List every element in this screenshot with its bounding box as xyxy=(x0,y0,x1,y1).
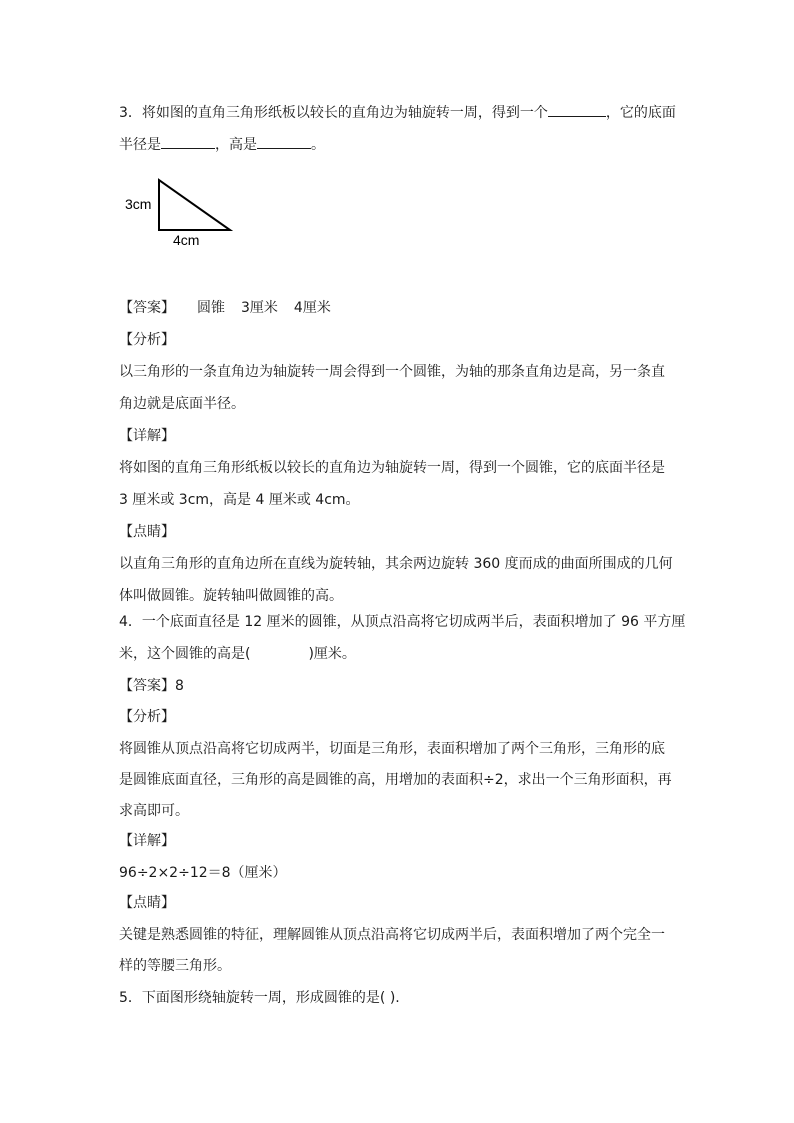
blank-height xyxy=(257,134,311,149)
q5-line-1: 5．下面图形绕轴旋转一周，形成圆锥的是( ). xyxy=(119,990,400,1006)
right-triangle-figure xyxy=(118,172,248,252)
label-4cm: 4cm xyxy=(173,232,200,248)
q3-analysis-line-1: 以三角形的一条直角边为轴旋转一周会得到一个圆锥，为轴的那条直角边是高，另一条直 xyxy=(119,364,665,380)
triangle-shape xyxy=(159,180,230,230)
q4-detail-label: 【详解】 xyxy=(119,833,175,849)
q3-analysis-label: 【分析】 xyxy=(119,332,175,348)
answer-label: 【答案】 xyxy=(119,300,175,316)
q4-tip-line-2: 样的等腰三角形。 xyxy=(119,958,231,974)
q4-analysis-line-1: 将圆锥从顶点沿高将它切成两半，切面是三角形，表面积增加了两个三角形，三角形的底 xyxy=(119,741,665,757)
q4-detail: 96÷2×2÷12＝8（厘米） xyxy=(119,865,287,881)
q3-detail-line-2: 3 厘米或 3cm，高是 4 厘米或 4cm。 xyxy=(119,492,360,508)
q4-line-2: 米，这个圆锥的高是( )厘米。 xyxy=(119,646,356,662)
q4-tip-label: 【点睛】 xyxy=(119,895,175,911)
blank-shape xyxy=(548,102,606,117)
q4-analysis-label: 【分析】 xyxy=(119,709,175,725)
q3-line-2: 半径是 ，高是 。 xyxy=(119,134,325,155)
q3-detail-line-1: 将如图的直角三角形纸板以较长的直角边为轴旋转一周，得到一个圆锥，它的底面半径是 xyxy=(119,460,665,476)
q3-line-1: 3．将如图的直角三角形纸板以较长的直角边为轴旋转一周，得到一个 ，它的底面 xyxy=(119,102,676,123)
q3-answer: 【答案】 圆锥 3厘米 4厘米 xyxy=(119,300,331,316)
q3-tip-label: 【点睛】 xyxy=(119,524,175,540)
q4-analysis-line-2: 是圆锥底面直径，三角形的高是圆锥的高，用增加的表面积÷2，求出一个三角形面积，再 xyxy=(119,772,672,788)
q3-tip-line-2: 体叫做圆锥。旋转轴叫做圆锥的高。 xyxy=(119,588,343,604)
q3-number: 3． xyxy=(119,105,142,121)
label-3cm: 3cm xyxy=(125,196,152,212)
q3-tip-line-1: 以直角三角形的直角边所在直线为旋转轴，其余两边旋转 360 度而成的曲面所围成的几何 xyxy=(119,556,673,572)
q4-answer: 【答案】8 xyxy=(119,678,184,694)
blank-radius xyxy=(161,134,215,149)
q3-detail-label: 【详解】 xyxy=(119,428,175,444)
q4-tip-line-1: 关键是熟悉圆锥的特征，理解圆锥从顶点沿高将它切成两半后，表面积增加了两个完全一 xyxy=(119,927,665,943)
q4-line-1: 4．一个底面直径是 12 厘米的圆锥，从顶点沿高将它切成两半后，表面积增加了 96 平方厘 xyxy=(119,614,686,630)
q3-analysis-line-2: 角边就是底面半径。 xyxy=(119,396,245,412)
q4-analysis-line-3: 求高即可。 xyxy=(119,803,189,819)
